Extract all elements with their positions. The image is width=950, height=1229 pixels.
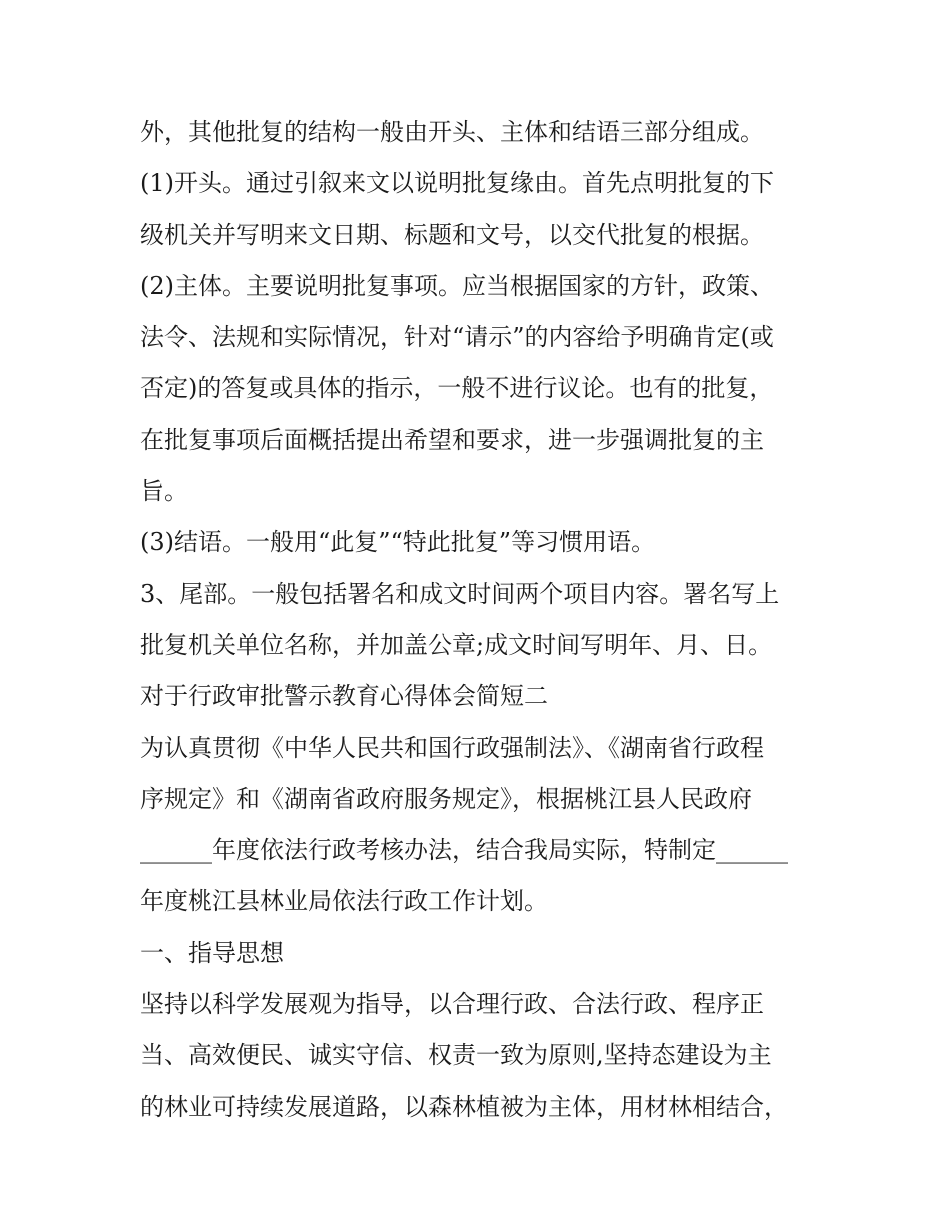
text-line: 在批复事项后面概括提出希望和要求，进一步强调批复的主 [140,425,764,454]
text-line: 为认真贯彻《中华人民共和国行政强制法》、《湖南省行政程 [140,733,764,762]
text-line: 年度桃江县林业局依法行政工作计划。 [140,887,548,916]
text-line: 坚持以科学发展观为指导，以合理行政、合法行政、程序正 [140,990,764,1019]
text-line: 级机关并写明来文日期、标题和文号，以交代批复的根据。 [140,220,764,249]
text-line: 外，其他批复的结构一般由开头、主体和结语三部分组成。 [140,118,764,146]
text-line: 法令、法规和实际情况，针对“请示”的内容给予明确肯定(或 [140,323,774,352]
text-line: 序规定》和《湖南省政府服务规定》，根据桃江县人民政府 [140,784,752,813]
section-heading: 一、指导思想 [140,938,284,967]
text-line: 3、尾部。一般包括署名和成文时间两个项目内容。署名写上 [140,579,780,608]
section-title: 对于行政审批警示教育心得体会简短二 [140,682,548,711]
document-body [140,107,830,1133]
text-line: 旨。 [140,477,188,506]
text-line: (3)结语。一般用“此复”“特此批复”等习惯用语。 [140,528,656,557]
text-line: 批复机关单位名称，并加盖公章;成文时间写明年、月、日。 [140,630,773,659]
text-line: (1)开头。通过引叙来文以说明批复缘由。首先点明批复的下 [140,169,774,198]
text-line: (2)主体。主要说明批复事项。应当根据国家的方针，政策、 [140,271,774,300]
text-line: ______年度依法行政考核办法，结合我局实际，特制定______ [140,836,788,865]
text-line: 的林业可持续发展道路，以森林植被为主体，用材林相结合， [140,1092,788,1121]
text-line: 否定)的答复或具体的指示，一般不进行议论。也有的批复， [140,374,774,403]
text-line: 当、高效便民、诚实守信、权责一致为原则,坚持态建设为主 [140,1041,772,1070]
